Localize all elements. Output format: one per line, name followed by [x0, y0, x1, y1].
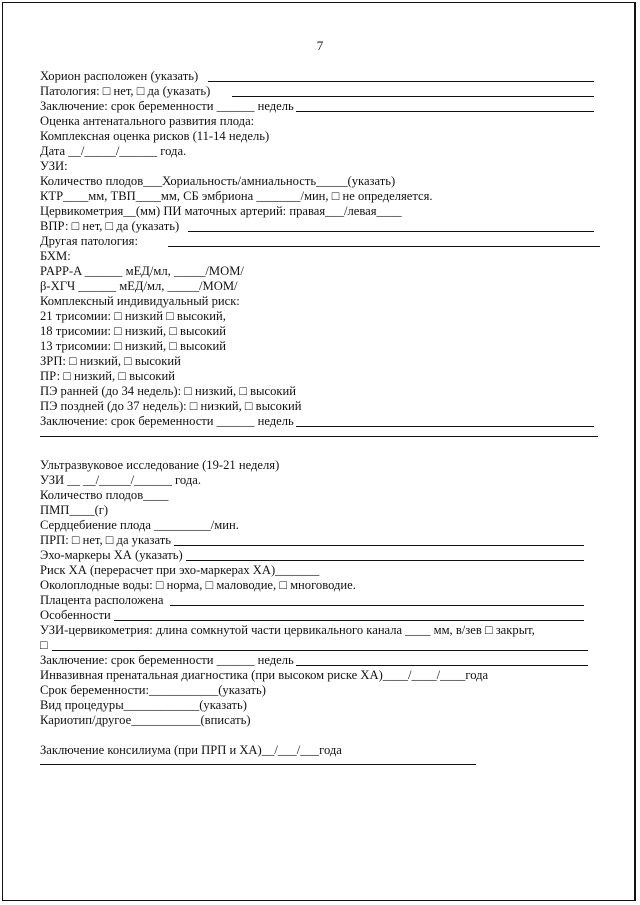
hcg-line: β-ХГЧ ______ мЕД/мл, _____/МОМ/	[40, 279, 238, 293]
preterm-line: ПР: □ низкий, □ высокий	[40, 369, 175, 383]
conclusion-blank-2b[interactable]	[40, 436, 598, 437]
fetus-count-line-2: Количество плодов____	[40, 488, 169, 502]
cervicometry-us-line: УЗИ-цервикометрия: длина сомкнутой части цервикального канала ____ мм, в/зев □ закрыт,	[40, 623, 535, 637]
us-heading-1: УЗИ:	[40, 159, 68, 173]
features-blank[interactable]	[114, 620, 584, 621]
individual-risk-heading: Комплексный индивидуальный риск:	[40, 294, 240, 308]
weight-line: ПМП____(г)	[40, 503, 109, 517]
fgr-line: ЗРП: □ низкий, □ высокий	[40, 354, 181, 368]
amniotic-fluid-line: Околоплодные воды: □ норма, □ маловодие, □ многоводие.	[40, 578, 356, 592]
cervix-open-checkbox-line: □	[40, 638, 48, 652]
placenta-line: Плацента расположена	[40, 593, 164, 607]
gestational-age-line: Срок беременности:___________(указать)	[40, 683, 266, 697]
heartbeat-line: Сердцебиение плода _________/мин.	[40, 518, 239, 532]
invasive-diagnostics-line: Инвазивная пренатальная диагностика (при высоком риске ХА)____/____/____года	[40, 668, 489, 682]
other-pathology-blank[interactable]	[168, 246, 600, 247]
conclusion-line-1: Заключение: срок беременности ______ недель	[40, 99, 294, 113]
malformation-blank[interactable]	[188, 231, 594, 232]
chorion-blank[interactable]	[208, 81, 594, 82]
chorion-line: Хорион расположен (указать)	[40, 69, 199, 83]
cervix-open-blank[interactable]	[52, 650, 588, 651]
trisomy13-line: 13 трисомии: □ низкий, □ высокий	[40, 339, 226, 353]
echo-markers-blank[interactable]	[186, 560, 584, 561]
procedure-type-line: Вид процедуры____________(указать)	[40, 698, 247, 712]
fetus-count-line: Количество плодов___Хориальность/амниальность_____(указать)	[40, 174, 396, 188]
other-pathology-line: Другая патология:	[40, 234, 138, 248]
risk-assessment-heading: Комплексная оценка рисков (11-14 недель)	[40, 129, 270, 143]
page-number: 7	[316, 38, 324, 53]
trisomy18-line: 18 трисомии: □ низкий, □ высокий	[40, 324, 226, 338]
pathology-line: Патология: □ нет, □ да (указать)	[40, 84, 211, 98]
us-date-line: УЗИ __ __/_____/______ года.	[40, 473, 201, 487]
conclusion-blank-3[interactable]	[296, 665, 588, 666]
us-19-21-heading: Ультразвуковое исследование (19-21 неделя)	[40, 458, 280, 472]
trisomy21-line: 21 трисомии: □ низкий □ высокий,	[40, 309, 226, 323]
ha-risk-line: Риск ХА (перерасчет при эхо-маркерах ХА)_______	[40, 563, 320, 577]
early-pe-line: ПЭ ранней (до 34 недель): □ низкий, □ высокий	[40, 384, 296, 398]
cervicometry-line: Цервикометрия__(мм) ПИ маточных артерий: правая___/левая____	[40, 204, 402, 218]
consilium-line: Заключение консилиума (при ПРП и ХА)__/___/___года	[40, 743, 342, 757]
pathology-blank[interactable]	[232, 96, 594, 97]
malformation-line: ВПР: □ нет, □ да (указать)	[40, 219, 180, 233]
conclusion-line-2: Заключение: срок беременности ______ недель	[40, 414, 294, 428]
conclusion-blank-1[interactable]	[296, 111, 594, 112]
echo-markers-line: Эхо-маркеры ХА (указать)	[40, 548, 183, 562]
conclusion-line-3: Заключение: срок беременности ______ недель	[40, 653, 294, 667]
pappa-line: PAPP-A ______ мЕД/мл, _____/МОМ/	[40, 264, 244, 278]
antenatal-heading: Оценка антенатального развития плода:	[40, 114, 255, 128]
karyotype-line: Кариотип/другое___________(вписать)	[40, 713, 251, 727]
features-line: Особенности	[40, 608, 111, 622]
date-line: Дата __/_____/______ года.	[40, 144, 187, 158]
placenta-blank[interactable]	[170, 605, 584, 606]
bhm-heading: БХМ:	[40, 249, 71, 263]
conclusion-blank-2[interactable]	[296, 426, 594, 427]
prp-blank[interactable]	[174, 545, 584, 546]
ktr-line: КТР____мм, ТВП____мм, СБ эмбриона _______/мин, □ не определяется.	[40, 189, 433, 203]
prp-line: ПРП: □ нет, □ да указать	[40, 533, 171, 547]
late-pe-line: ПЭ поздней (до 37 недель): □ низкий, □ высокий	[40, 399, 302, 413]
consilium-blank[interactable]	[40, 764, 476, 765]
